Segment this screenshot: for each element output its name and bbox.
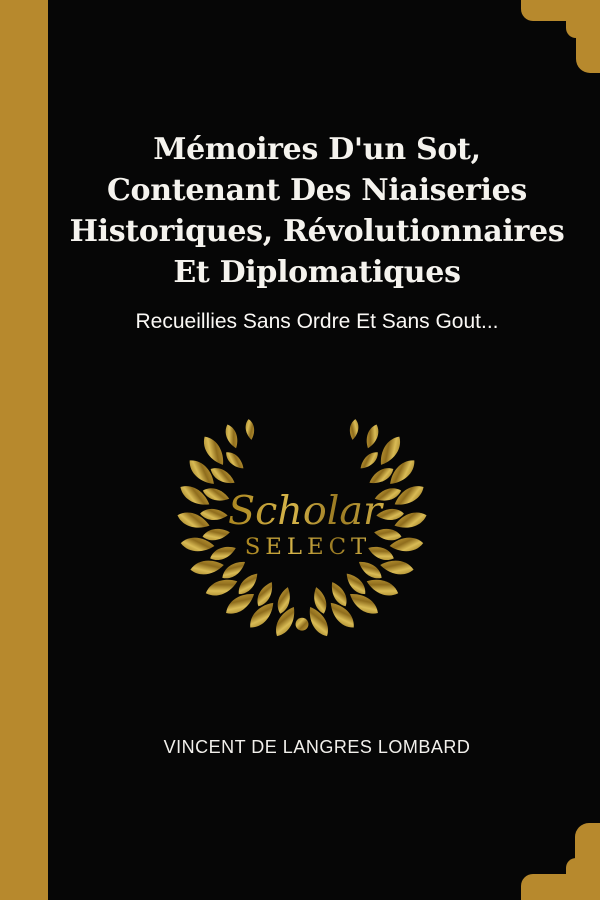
- title-line: Mémoires D'un Sot,: [153, 132, 481, 167]
- title-line: Historiques, Révolutionnaires: [69, 214, 565, 249]
- book-title: [48, 129, 586, 293]
- left-gold-band: [0, 0, 48, 900]
- title-line: Contenant Des Niaiseries: [106, 173, 528, 208]
- book-subtitle: Recueillies Sans Ordre Et Sans Gout...: [135, 310, 499, 333]
- logo-script-text: Scholar: [227, 488, 382, 535]
- corner-step: [521, 874, 600, 900]
- logo-select-text: SELECT: [244, 533, 372, 560]
- wreath-base-dot: [296, 618, 309, 631]
- title-line: Et Diplomatiques: [173, 255, 461, 290]
- scholar-select-logo: [188, 432, 416, 644]
- author-name: VINCENT DE LANGRES LOMBARD: [163, 737, 471, 757]
- corner-step: [521, 0, 600, 21]
- laurel-wreath-icon: [188, 432, 416, 644]
